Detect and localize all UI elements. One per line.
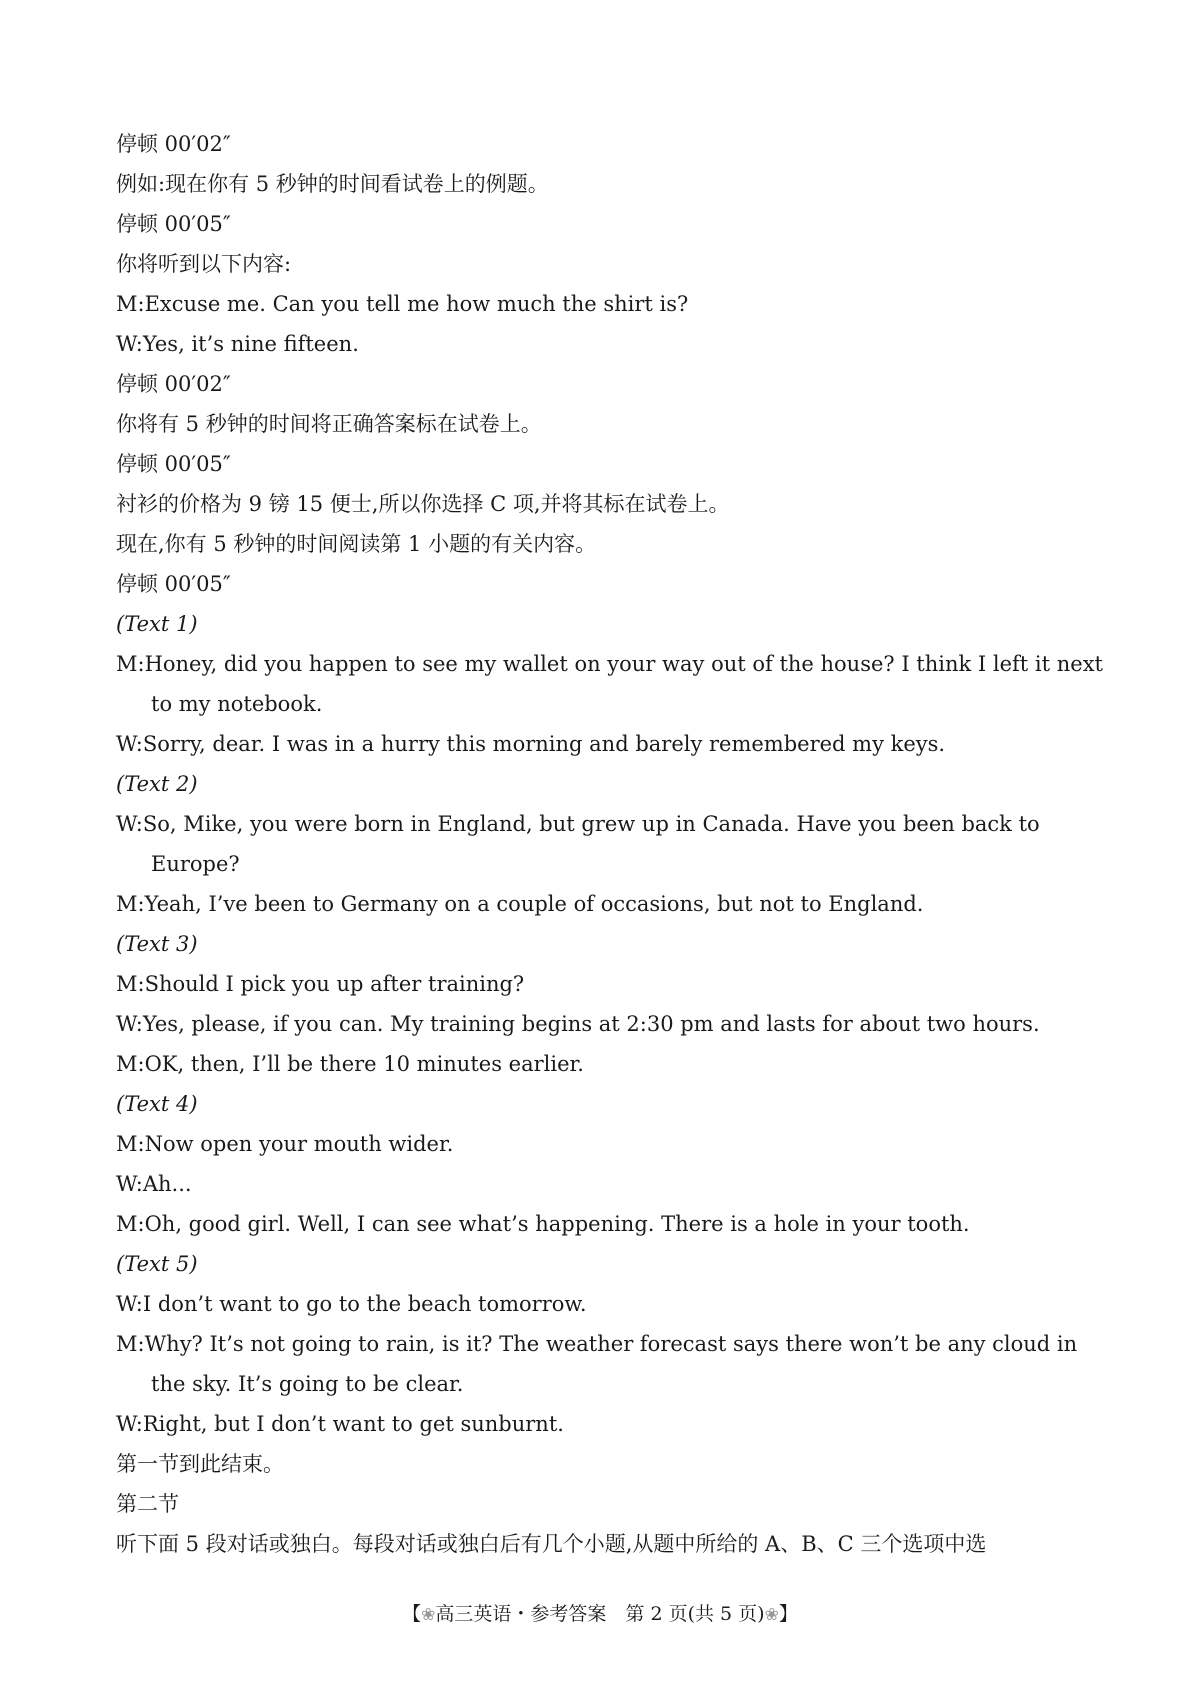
dialog-text: OK, then, I’ll be there 10 minutes earlier. xyxy=(144,1052,584,1076)
speaker-label: W: xyxy=(116,732,143,756)
dialog-line xyxy=(116,284,1106,324)
instruction-line: 你将听到以下内容: xyxy=(116,252,292,276)
speaker-label: M: xyxy=(116,1212,145,1236)
text-section-label: (Text 2) xyxy=(116,772,198,796)
dialog-text: Yes, it’s nine fifteen. xyxy=(142,332,359,356)
dialog-text: Right, but I don’t want to get sunburnt. xyxy=(142,1412,564,1436)
dialog-text: Oh, good girl. Well, I can see what’s happening. There is a hole in your tooth. xyxy=(144,1212,970,1236)
dialog-text: Excuse me. Can you tell me how much the shirt is? xyxy=(144,292,689,316)
speaker-label: W: xyxy=(116,332,143,356)
instruction-line: 听下面 5 段对话或独白。每段对话或独白后有几个小题,从题中所给的 A、B、C 三个选项中选 xyxy=(116,1532,987,1556)
dialog-line xyxy=(116,1044,1106,1084)
footer-bracket-right: 】 xyxy=(778,1603,798,1625)
instruction-line: 例如:现在你有 5 秒钟的时间看试卷上的例题。 xyxy=(116,172,549,196)
dialog-line xyxy=(116,1404,1106,1444)
dialog-text: Sorry, dear. I was in a hurry this morning and barely remembered my keys. xyxy=(142,732,946,756)
instruction-line: 第一节到此结束。 xyxy=(116,1452,284,1476)
text-section-label: (Text 1) xyxy=(116,612,198,636)
document-body xyxy=(116,124,1106,1564)
instruction-line: 第二节 xyxy=(116,1492,179,1516)
speaker-label: W: xyxy=(116,1412,143,1436)
dialog-line xyxy=(116,644,1106,724)
speaker-label: W: xyxy=(116,1292,143,1316)
pause-marker: 停顿 00′02″ xyxy=(116,132,231,156)
speaker-label: W: xyxy=(116,1012,143,1036)
footer-bracket-left: 【 xyxy=(402,1603,422,1625)
text-section-label: (Text 4) xyxy=(116,1092,198,1116)
text-section-label: (Text 5) xyxy=(116,1252,198,1276)
flower-right-icon: ❀ xyxy=(764,1605,779,1625)
speaker-label: M: xyxy=(116,1052,145,1076)
instruction-line: 你将有 5 秒钟的时间将正确答案标在试卷上。 xyxy=(116,412,542,436)
flower-left-icon: ❀ xyxy=(421,1605,436,1625)
footer-text: 高三英语・参考答案 第 2 页(共 5 页) xyxy=(435,1603,765,1625)
speaker-label: W: xyxy=(116,812,143,836)
dialog-line xyxy=(116,1004,1106,1044)
dialog-text: Now open your mouth wider. xyxy=(144,1132,454,1156)
dialog-line xyxy=(116,884,1106,924)
dialog-line xyxy=(116,1124,1106,1164)
speaker-label: M: xyxy=(116,1332,145,1356)
pause-marker: 停顿 00′02″ xyxy=(116,372,231,396)
dialog-line xyxy=(116,964,1106,1004)
pause-marker: 停顿 00′05″ xyxy=(116,452,231,476)
speaker-label: W: xyxy=(116,1172,143,1196)
speaker-label: M: xyxy=(116,892,145,916)
instruction-line: 现在,你有 5 秒钟的时间阅读第 1 小题的有关内容。 xyxy=(116,532,597,556)
page-footer xyxy=(0,1600,1200,1629)
dialog-text: Ah... xyxy=(142,1172,192,1196)
dialog-line xyxy=(116,1204,1106,1244)
pause-marker: 停顿 00′05″ xyxy=(116,212,231,236)
dialog-line xyxy=(116,1164,1106,1204)
dialog-line xyxy=(116,324,1106,364)
speaker-label: M: xyxy=(116,972,145,996)
dialog-line xyxy=(116,1284,1106,1324)
dialog-line xyxy=(116,724,1106,764)
dialog-text: So, Mike, you were born in England, but grew up in Canada. Have you been back to Europe? xyxy=(142,812,1040,876)
text-section-label: (Text 3) xyxy=(116,932,198,956)
dialog-text: I don’t want to go to the beach tomorrow. xyxy=(142,1292,587,1316)
pause-marker: 停顿 00′05″ xyxy=(116,572,231,596)
dialog-text: Why? It’s not going to rain, is it? The weather forecast says there won’t be any cloud in the sky. It’s going to be clear. xyxy=(144,1332,1078,1396)
dialog-text: Yeah, I’ve been to Germany on a couple of occasions, but not to England. xyxy=(144,892,924,916)
dialog-line xyxy=(116,804,1106,884)
dialog-text: Honey, did you happen to see my wallet on your way out of the house? I think I left it next to my notebook. xyxy=(144,652,1103,716)
speaker-label: M: xyxy=(116,652,145,676)
dialog-text: Yes, please, if you can. My training begins at 2:30 pm and lasts for about two hours. xyxy=(142,1012,1040,1036)
instruction-line: 衬衫的价格为 9 镑 15 便士,所以你选择 C 项,并将其标在试卷上。 xyxy=(116,492,730,516)
dialog-text: Should I pick you up after training? xyxy=(144,972,525,996)
dialog-line xyxy=(116,1324,1106,1404)
speaker-label: M: xyxy=(116,292,145,316)
speaker-label: M: xyxy=(116,1132,145,1156)
